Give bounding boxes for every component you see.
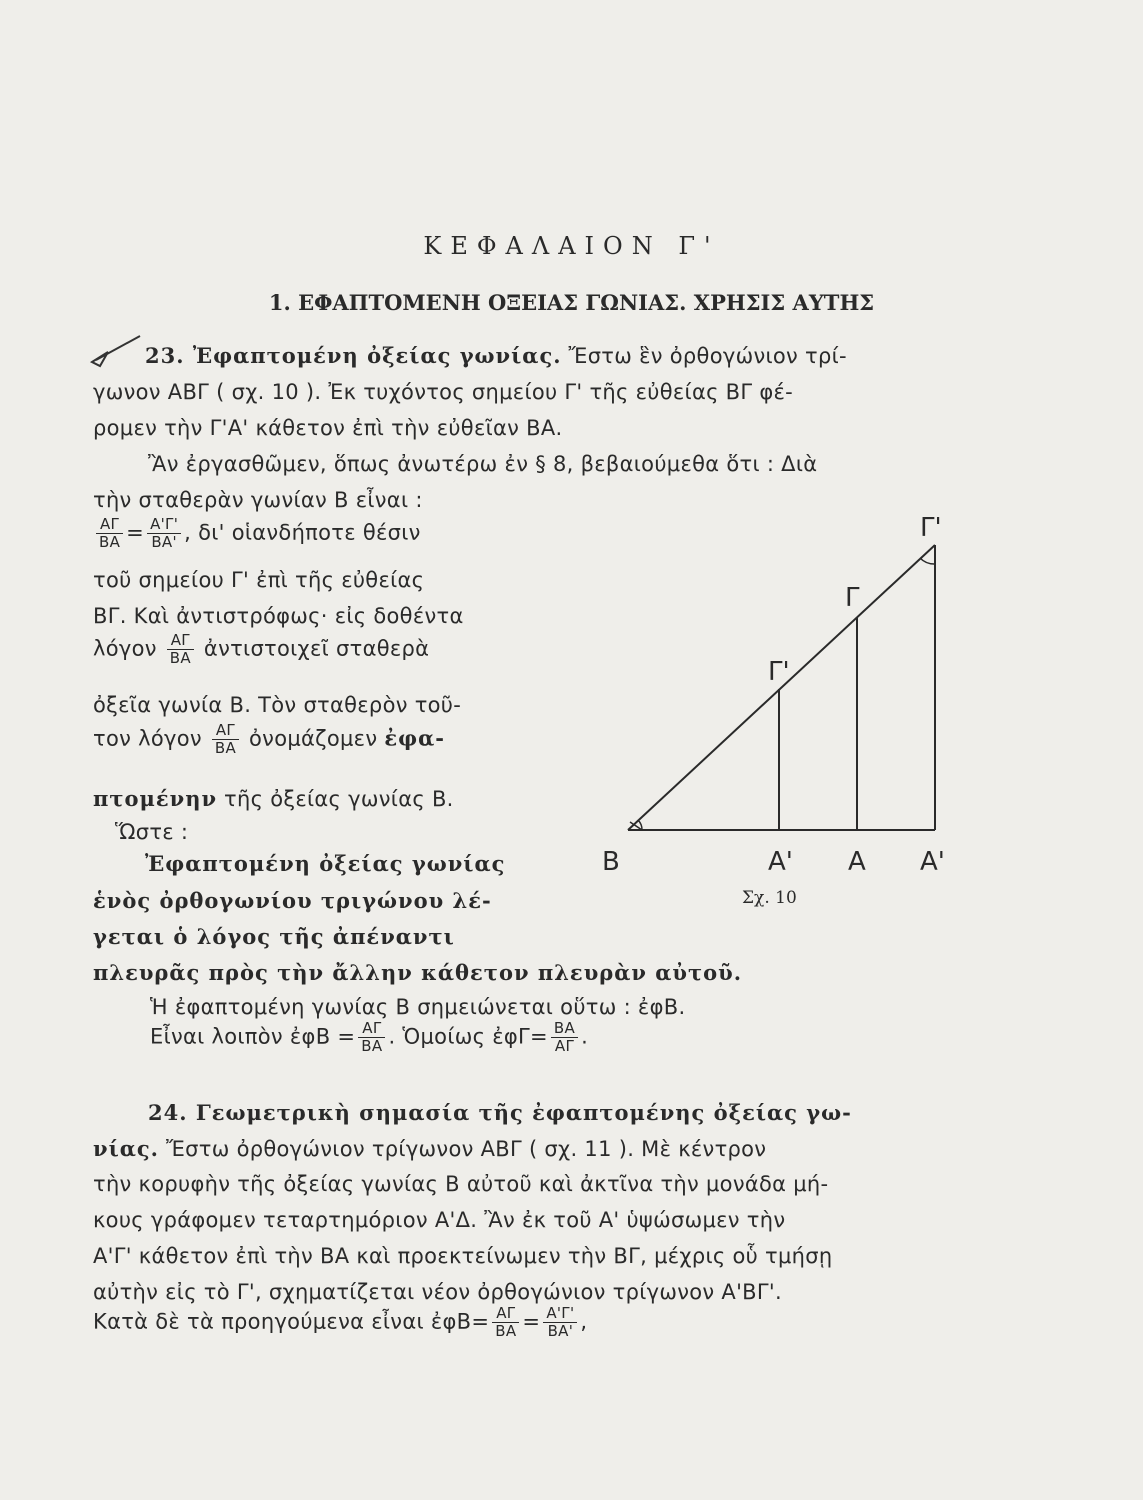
s23-line-3: ρομεν τὴν Γ'Α' κάθετον ἐπὶ τὴν εὐθεῖαν ΒΑ. [93,416,563,440]
s24-line-5: αὐτὴν εἰς τὸ Γ', σχηματίζεται νέον ὀρθογώνιον τρίγωνον Α'ΒΓ'. [93,1280,782,1304]
s23-line-15: Εἶναι λοιπὸν ἐφΒ = $\frac{A\Gamma}{BA}$ . Ὁμοίως ἐφΓ= $\frac{BA}{A\Gamma}$ . [150,1019,589,1055]
s23-line-1 [145,343,847,368]
s23-line-5: τὴν σταθερὰν γωνίαν Β εἶναι : [93,488,423,512]
hypotenuse-line [628,545,935,830]
label-G1-small: Γ' [768,657,790,687]
s23-line-8: ΒΓ. Καὶ ἀντιστρόφως· εἰς δοθέντα [93,604,464,628]
section-title: 1. ΕΦΑΠΤΟΜΕΝΗ ΟΞΕΙΑΣ ΓΩΝΙΑΣ. ΧΡΗΣΙΣ ΑΥΤΗΣ [268,290,875,315]
label-A1-small: Α' [768,847,793,877]
s24-line-4: Α'Γ' κάθετον ἐπὶ τὴν ΒΑ καὶ προεκτείνωμεν τὴν ΒΓ, μέχρις οὗ τμήσῃ [93,1244,833,1268]
top-angle-arc [920,558,935,564]
s23-line-12: πτομένην τῆς ὀξείας γωνίας Β. [93,786,454,811]
s23-line-2: γωνον ΑΒΓ ( σχ. 10 ). Ἐκ τυχόντος σημείου Γ' τῆς εὐθείας ΒΓ φέ- [93,380,794,404]
s24-line-3: κους γράφομεν τεταρτημόριον Α'Δ. Ἂν ἐκ τοῦ Α' ὑψώσωμεν τὴν [93,1208,786,1232]
label-A1-large: Α' [920,847,945,877]
s23-line-4: Ἂν ἐργασθῶμεν, ὅπως ἀνωτέρω ἐν § 8, βεβαιούμεθα ὅτι : Διὰ [148,452,818,476]
fraction: $\frac{A\Gamma}{BA}$ [492,1305,519,1340]
s24-heading-1: 24. Γεωμετρικὴ σημασία τῆς ἐφαπτομένης ὀξείας γω- [148,1100,852,1125]
fraction: $\frac{A'\Gamma'}{BA'}$ [147,516,181,551]
fraction: $\frac{A\Gamma}{BA}$ [96,516,123,551]
pen-check-mark-icon [88,332,148,372]
s23-line-9: λόγον $\frac{A\Gamma}{BA}$ ἀντιστοιχεῖ σταθερὰ [93,631,430,667]
s23-line-14: Ἡ ἐφαπτομένη γωνίας Β σημειώνεται οὕτω : ἐφΒ. [150,995,686,1019]
fraction: $\frac{A\Gamma}{BA}$ [212,722,239,757]
s24-line-2: τὴν κορυφὴν τῆς ὀξείας γωνίας Β αὐτοῦ καὶ ἀκτῖνα τὴν μονάδα μή- [93,1172,829,1196]
definition-line-3: γεται ὁ λόγος τῆς ἀπέναντι [93,924,455,949]
label-A: Α [848,847,866,877]
s23-line-1-text: Ἔστω ἓν ὀρθογώνιον τρί- [568,344,847,368]
label-B: Β [602,847,620,877]
figure-10 [590,500,990,920]
figure-caption: Σχ. 10 [742,888,797,908]
label-G1-large: Γ' [920,513,942,543]
s23-line-11: τον λόγον $\frac{A\Gamma}{BA}$ ὀνομάζομεν ἐφα- [93,721,445,757]
s24-line-6: Κατὰ δὲ τὰ προηγούμενα εἶναι ἐφΒ= $\frac{A\Gamma}{BA}$ = $\frac{A'\Gamma'}{BA'}$ , [93,1304,588,1340]
s24-line-1: νίας. Ἔστω ὀρθογώνιον τρίγωνον ΑΒΓ ( σχ. 11 ). Μὲ κέντρον [93,1136,767,1161]
s23-line-10: ὀξεῖα γωνία Β. Τὸν σταθερὸν τοῦ- [93,693,462,717]
fraction: $\frac{BA}{A\Gamma}$ [551,1020,578,1055]
s23-heading: 23. Ἐφαπτομένη ὀξείας γωνίας. [145,343,562,368]
chapter-heading: ΚΕΦΑΛΑΙΟΝ Γ' [423,232,720,260]
fraction: $\frac{A\Gamma}{BA}$ [358,1020,385,1055]
s23-line-13: Ὥστε : [115,820,189,844]
s23-line-6: $\frac{A\Gamma}{BA}$ = $\frac{A'\Gamma'}{BA'}$ , δι' οἱανδήποτε θέσιν [93,516,421,551]
label-G: Γ [845,583,860,613]
fraction: $\frac{A'\Gamma'}{BA'}$ [543,1305,577,1340]
definition-line-2: ἑνὸς ὀρθογωνίου τριγώνου λέ- [93,888,492,913]
s23-line-7: τοῦ σημείου Γ' ἐπὶ τῆς εὐθείας [93,568,425,592]
definition-line-4: πλευρᾶς πρὸς τὴν ἄλλην κάθετον πλευρὰν αὐτοῦ. [93,960,743,985]
fraction: $\frac{A\Gamma}{BA}$ [167,632,194,667]
definition-line-1: Ἐφαπτομένη ὀξείας γωνίας [145,851,506,876]
